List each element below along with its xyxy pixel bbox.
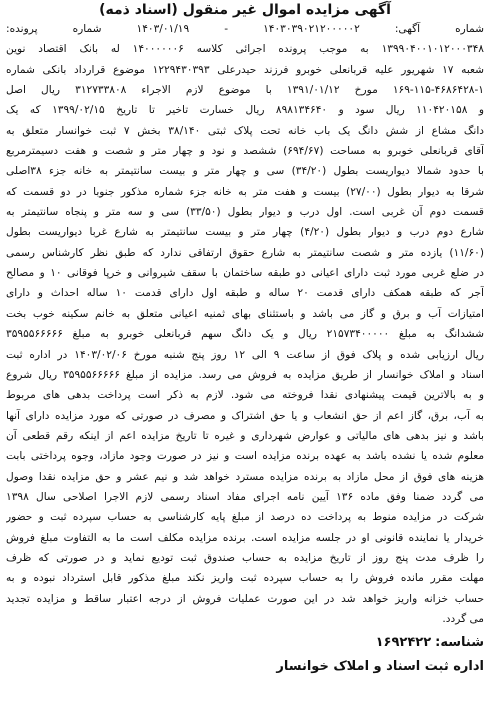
notice-title: آگهی مزایده اموال غیر منقول (اسناد ذمه) <box>99 2 391 18</box>
notice-body-line: را ظرف مدت پنج روز از تاریخ مزایده به حساب صندوق ثبت تودیع نماید و در صورتی که ظرف <box>6 551 484 564</box>
notice-body-line: با حدود شمالا دیواریست بطول (۳۴/۲۰) سی و چهار متر و بیست سانتیمتر به خانه جزء ۳۸اصلی <box>6 165 484 178</box>
notice-body-line: آجر که طبقه همکف دارای قدمت ۲۰ ساله و طبقه اول دارای قدمت ۱۰ ساله احداث و دارای <box>6 287 484 300</box>
notice-body-line: مهلت مقرر مانده فروش را به حساب سپرده ثبت واریز نکند مبلغ مذکور قابل استرداد نبوده و به <box>6 572 484 585</box>
notice-footer <box>6 631 484 679</box>
notice-body <box>6 19 484 629</box>
notice-body-line: شماره آگهی: ۱۴۰۳۰۳۹۰۲۱۲۰۰۰۰۰۲ - ۱۴۰۳/۰۱/۱۹ شماره پرونده: <box>6 23 484 35</box>
notice-body-line: دانگ مشاع از شش دانگ یک باب خانه تحت پلاک ثبتی ۳۸/۱۴۰ بخش ۷ ثبت خوانسار متعلق به <box>6 124 484 137</box>
issuing-office: اداره ثبت اسناد و املاک خوانسار <box>276 659 484 675</box>
notice-body-line: شعبه ۱۷ شهریور علیه قربانعلی خوبرو فرزند حیدرعلی ۱۲۲۹۴۳۰۳۹۳ موضوع قرارداد بانکی شماره <box>6 63 484 76</box>
notice-body-line: در ضلع غربی مورد ثبت دارای اعیانی دو طبقه ساختمان با سقف شیروانی و خرپا فوقانی ۱۰ و مصالح <box>6 267 484 280</box>
notice-body-line: معلوم شده یا نشده باشد به عهده برنده مزایده است و نیز در صورت وجود مازاد، وجوه پرداختی بابت <box>6 450 484 463</box>
notice-body-line: ششدانگ به مبلغ ۲۱۵۷۳۴۰۰۰۰۰ ریال و یک دانگ سهم قربانعلی خوبرو به مبلغ ۳۵۹۵۵۶۶۶۶۶ <box>6 328 484 341</box>
notice-body-line: به آب، برق، گاز اعم از حق انشعاب و یا حق اشتراک و مصرف در صورتی که مورد مزایده دارای آنها <box>6 409 484 422</box>
notice-body-line: می گردد. <box>442 612 484 625</box>
notice-body-line: و ۱۱۰۴۲۰۱۵۸ ریال سود و ۸۹۸۱۳۴۶۴۰ ریال خسارت تاخیر تا تاریخ ۱۳۹۹/۰۲/۱۵ که یک <box>6 104 484 117</box>
notice-body-line: شرقا به دیوار بطول (۲۷/۰۰) بیست و هفت متر به خانه جزء شماره مذکور جنوبا در دو قسمت که <box>6 185 484 198</box>
tracking-label: شناسه: <box>435 635 484 651</box>
notice-body-line: قسمت دوم آن غربی است. اول درب و دیوار بطول (۳۳/۵۰) سی و سه متر و پنجاه سانتیمتر به <box>6 206 484 219</box>
notice-body-line: حساب خزانه واریز خواهد شد در این صورت عملیات فروش از درجه اعتبار ساقط و مزایده تجدید <box>6 592 484 605</box>
notice-body-line: اسناد و املاک خوانسار از طریق مزایده به فروش می رسد. مزایده از مبلغ ۳۵۹۵۵۶۶۶۶۶ ریال شروع <box>6 368 484 381</box>
notice-body-line: آقای قربانعلی خوبرو به مساحت (۶۹۴/۶۷) ششصد و نود و چهار متر و شصت و هفت دسیمترمربع <box>6 145 484 158</box>
notice-body-line: می گردد ضمنا وفق ماده ۱۳۶ آیین نامه اجرای مفاد اسناد رسمی لازم الاجرا اصلاحی سال ۱۳۹۸ <box>6 490 484 503</box>
tracking-id <box>6 631 484 655</box>
notice-body-line: (۱۱/۶۰) یازده متر و شصت سانتیمتر به شارع حقوق ارتفاقی ندارد که طبق نظر کارشناس رسمی <box>6 246 484 259</box>
notice-body-line: و به بالاترین قیمت پیشنهادی نقدا فروخته می شود. لازم به ذکر است پرداخت بدهی های مربوط <box>6 389 484 402</box>
notice-body-line: ۱۶۹-۱۱۵-۴۶۸۶۴۲۸-۱ مورخ ۱۳۹۱/۰۱/۱۲ با موضوع لازم الاجراء ۳۱۲۷۳۳۸۰۸ ریال اصل <box>6 84 484 97</box>
notice-body-line: امتیازات آب و برق و گاز می باشد و باستثنای بهای ثمنیه اعیانی متعلق به خانم سکینه خوب بخت <box>6 307 484 320</box>
notice-body-line: شرکت در مزایده منوط به پرداخت ده درصد از مبلغ پایه کارشناسی به حساب سپرده ثبت و حضور <box>6 511 484 524</box>
notice-body-line: باشد و نیز بدهی های مالیاتی و عوارض شهرداری و غیره تا تاریخ مزایده اعم از اینکه رقم قطعی آن <box>6 429 484 442</box>
notice-body-line: شارع دوم درب و دیوار بطول (۴/۲۰) چهار متر و بیست سانتیمتر به شارع غربا دیواریست بطول <box>6 226 484 239</box>
notice-body-line: هزینه های فوق از محل مازاد به برنده مزایده مسترد خواهد شد و نیم عشر و حق مزایده نقدا وصول <box>6 470 484 483</box>
notice-body-line: خریدار یا نماینده قانونی او در جلسه مزایده است. برنده مزایده مکلف است ما به التفاوت مبلغ فروش <box>6 531 484 544</box>
notice-body-line: ریال ارزیابی شده و پلاک فوق از ساعت ۹ الی ۱۲ روز پنج شنبه مورخ ۱۴۰۳/۰۲/۰۶ در اداره ثبت <box>6 348 484 361</box>
tracking-number: ۱۶۹۲۴۲۲ <box>375 635 432 651</box>
notice-body-line: ۱۳۹۹۰۴۰۰۱۰۱۲۰۰۰۳۴۸ به موجب پرونده اجرائی کلاسه ۱۴۰۰۰۰۰۰۶ له بانک اقتصاد نوین <box>6 43 484 56</box>
auction-notice <box>6 0 484 701</box>
